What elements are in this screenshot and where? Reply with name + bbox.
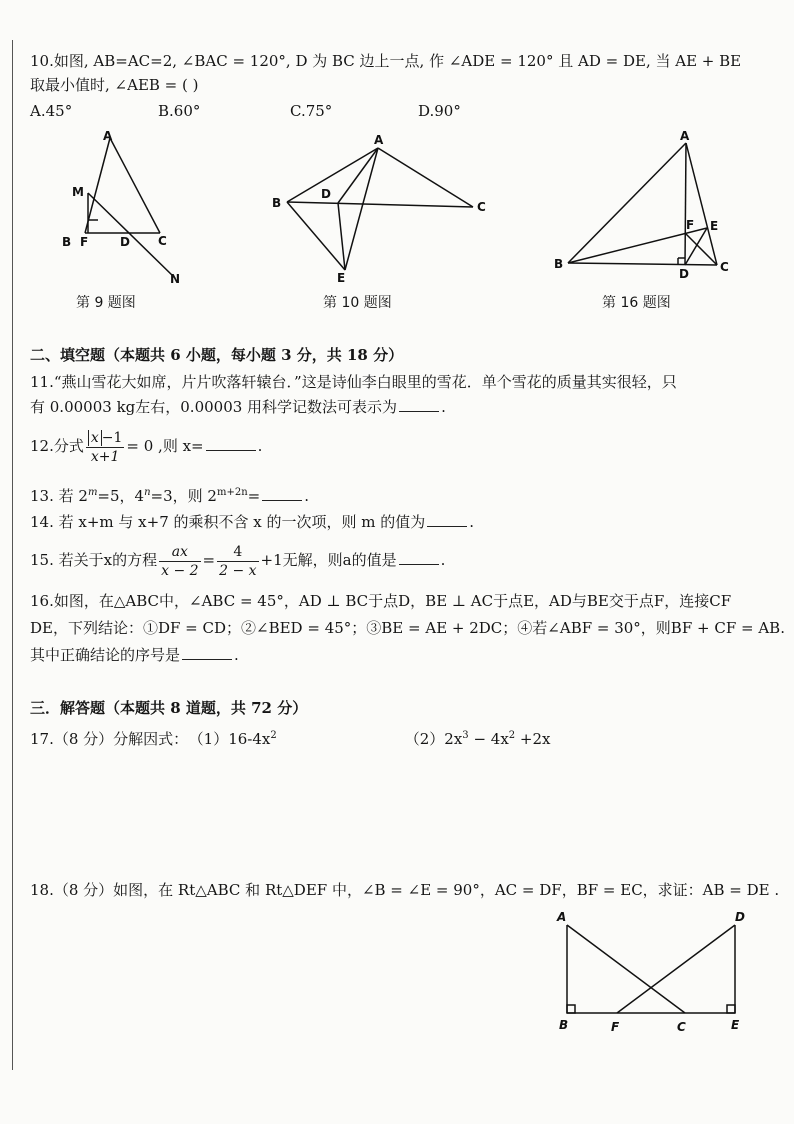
fig10-label-c: C	[477, 200, 486, 214]
q13-p2: =5，4	[97, 487, 145, 505]
binding-margin-line	[12, 40, 13, 1070]
q12-mid: = 0 ,则 x=	[126, 437, 204, 455]
q10-stem-line1: 10.如图, AB=AC=2, ∠BAC = 120°, D 为 BC 边上一点, 作 ∠ADE = 120° 且 AD = DE, 当 AE + BE	[30, 52, 742, 70]
q15-eq: =	[202, 551, 216, 569]
q13-answer-blank[interactable]	[262, 486, 302, 501]
q17-part2a: （2）2x	[404, 730, 463, 748]
q16-text: 其中正确结论的序号是	[30, 646, 181, 664]
q17-part2-exp1: 3	[462, 730, 469, 741]
q12-num-abs: x	[88, 430, 102, 446]
section-3-title: 三．解答题（本题共 8 道题，共 72 分）	[30, 699, 308, 717]
q11-line2	[30, 396, 446, 418]
q13-exp-n: n	[144, 487, 151, 498]
q12-end: .	[257, 437, 263, 455]
q14-answer-blank[interactable]	[427, 512, 467, 527]
fig18-label-a: A	[557, 910, 567, 924]
q17-part1: （1）16-4x	[196, 730, 271, 748]
fig16-label-e: E	[710, 219, 719, 233]
q13-p4: =	[247, 487, 261, 505]
q15-f1-den: x − 2	[161, 562, 199, 579]
q15-line	[30, 540, 445, 580]
figure-9	[50, 128, 200, 288]
q17-prefix: 17.（8 分）分解因式：	[30, 730, 189, 748]
q17-part1-exp: 2	[270, 730, 277, 741]
fig9-label-c: C	[158, 234, 167, 248]
q12-num-rest: −1	[101, 429, 123, 446]
q15-prefix: 15. 若关于x的方程	[30, 551, 158, 569]
q16-line3	[30, 644, 239, 666]
section-2-title: 二、填空题（本题共 6 小题，每小题 3 分，共 18 分）	[30, 346, 404, 364]
q15-suffix: +1无解，则a的值是	[260, 551, 397, 569]
fig10-label-b: B	[272, 196, 282, 210]
q12-den: x+1	[90, 448, 120, 465]
q15-fraction-2	[217, 543, 258, 580]
figure-18	[545, 905, 765, 1040]
fig16-label-c: C	[720, 260, 729, 274]
fig16-label-b: B	[554, 257, 564, 271]
q14-end: .	[469, 513, 475, 531]
fig10-label-e: E	[337, 271, 346, 285]
fig18-label-d: D	[735, 910, 745, 924]
q15-fraction-1	[159, 543, 200, 580]
q12-answer-blank[interactable]	[206, 436, 256, 451]
fig18-label-f: F	[611, 1020, 620, 1034]
fig9-label-f: F	[80, 235, 89, 249]
fig9-label-n: N	[170, 272, 181, 286]
q16-line2: DE，下列结论：①DF = CD；②∠BED = 45°；③BE = AE + 2DC；④若∠ABF = 30°，则BF + CF = AB.	[30, 619, 785, 637]
fig18-label-e: E	[731, 1018, 740, 1032]
q15-answer-blank[interactable]	[399, 550, 439, 565]
q10-options	[30, 100, 461, 122]
fig9-label-a: A	[103, 129, 113, 143]
q15-end: .	[440, 551, 446, 569]
q13-line	[30, 482, 309, 507]
q13-p1: 13. 若 2	[30, 487, 88, 505]
fig9-label-m: M	[72, 185, 84, 199]
q11-end: .	[441, 398, 446, 416]
q11-answer-blank[interactable]	[399, 397, 439, 412]
q17-line	[30, 725, 551, 750]
figure-10	[265, 130, 495, 285]
figure-16	[550, 125, 740, 280]
q12-line	[30, 426, 262, 466]
q18-line: 18.（8 分）如图，在 Rt△ABC 和 Rt△DEF 中，∠B = ∠E = 90°，AC = DF，BF = EC，求证：AB = DE .	[30, 881, 780, 899]
q14-text: 14. 若 x+m 与 x+7 的乘积不含 x 的一次项，则 m 的值为	[30, 513, 426, 531]
q10-option-a[interactable]: A.45°	[30, 102, 73, 120]
q16-line1: 16.如图，在△ABC中，∠ABC = 45°，AD ⊥ BC于点D，BE ⊥ AC于点E，AD与BE交于点F，连接CF	[30, 592, 732, 610]
q10-stem-line2: 取最小值时, ∠AEB = ( )	[30, 76, 199, 94]
fig9-label-d: D	[120, 235, 130, 249]
fig9-caption: 第 9 题图	[76, 295, 136, 311]
q11-text: 有 0.00003 kg左右，0.00003 用科学记数法可表示为	[30, 398, 398, 416]
fig18-label-b: B	[559, 1018, 569, 1032]
q17-part2b: − 4x	[468, 730, 509, 748]
fig16-label-f: F	[686, 218, 695, 232]
q17-part2-exp2: 2	[508, 730, 516, 741]
q15-f2-den: 2 − x	[219, 562, 257, 579]
q12-prefix: 12.分式	[30, 437, 84, 455]
q17-part2c: +2x	[515, 730, 551, 748]
q11-line1: 11.“燕山雪花大如席，片片吹落轩辕台．”这是诗仙李白眼里的雪花．单个雪花的质量其实很轻，只	[30, 373, 677, 391]
q13-p3: =3，则 2	[150, 487, 217, 505]
q16-end: .	[234, 646, 239, 664]
fig16-label-a: A	[680, 129, 690, 143]
q14-line	[30, 511, 474, 533]
fig10-label-d: D	[321, 187, 331, 201]
q13-end: .	[304, 487, 309, 505]
fig10-label-a: A	[374, 133, 384, 147]
fig10-caption: 第 10 题图	[323, 295, 392, 311]
q13-exp-m: m	[87, 487, 98, 498]
fig16-caption: 第 16 题图	[602, 295, 671, 311]
q10-option-b[interactable]: B.60°	[158, 102, 201, 120]
fig18-label-c: C	[677, 1020, 686, 1034]
fig9-label-b: B	[62, 235, 72, 249]
q13-exp-m2n: m+2n	[216, 487, 248, 498]
q15-f1-num: ax	[159, 543, 200, 562]
q10-option-c[interactable]: C.75°	[290, 102, 333, 120]
fig16-label-d: D	[679, 267, 689, 280]
q12-fraction	[86, 429, 125, 466]
q10-option-d[interactable]: D.90°	[418, 102, 461, 120]
q16-answer-blank[interactable]	[182, 645, 232, 660]
q15-f2-num: 4	[217, 543, 258, 562]
